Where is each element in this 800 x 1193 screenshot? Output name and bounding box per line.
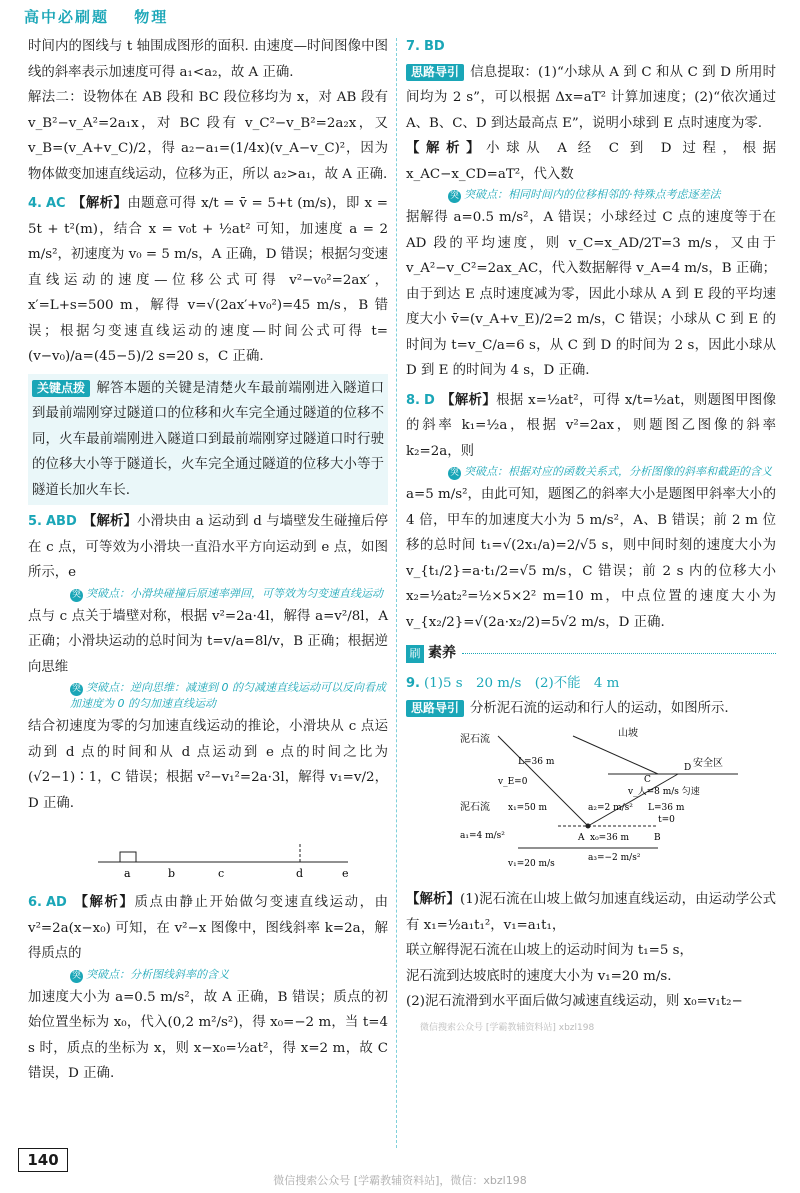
label-vperson: v_人=8 m/s 匀速 — [628, 786, 700, 797]
continued-text: 时间内的图线与 t 轴围成图形的面积. 由速度—时间图像中图线的斜率表示加速度可得 a₁<a₂，故 A 正确. — [28, 39, 388, 80]
q9-analysis — [406, 887, 776, 938]
q7-text-1: 小球从 A 经 C 到 D 过程，根据 x_AC−x_CD=aT²，代入数 — [406, 141, 777, 182]
track-figure — [28, 844, 388, 884]
q6-tag: 【解析】 — [72, 894, 135, 910]
question-4 — [28, 191, 388, 370]
q5-tag: 【解析】 — [82, 513, 138, 529]
point-d: d — [296, 867, 304, 880]
q7-guide-text: 信息提取：(1)“小球从 A 到 C 和从 C 到 D 所用时间均为 2 s”，可以根据 Δx=aT² 计算加速度；(2)“依次通过 A、B、C、D 到达最高点 E”，说明小球到 E 点时速度为零. — [406, 64, 776, 131]
q7-analysis — [406, 136, 776, 187]
label-x1: x₁=50 m — [508, 802, 548, 813]
key-point-text: 解答本题的关键是清楚火车最前端刚进入隧道口到最前端刚穿过隧道口的位移和火车完全通过隧道的位移不同，火车最前端刚进入隧道口到最前端刚穿过隧道口时行驶的位移大小等于隧道长，火车完全通过隧道的位移大小等于隧道长加火车长. — [32, 380, 384, 498]
right-column — [406, 34, 776, 1015]
question-9 — [406, 671, 776, 697]
left-column — [28, 34, 388, 1087]
q5-note-1: 突 突破点：小滑块碰撞后原速率弹回，可等效为匀变速直线运动 — [71, 586, 383, 600]
q5-note-2: 突 突破点：逆向思维：减速到 0 的匀减速直线运动可以反向看成加速度为 0 的匀加速直线运动 — [70, 681, 386, 710]
label-A: A — [578, 832, 585, 843]
breakthrough-icon: 突 — [449, 468, 459, 478]
q5-answer: ABD — [45, 514, 77, 529]
q9-text-2: 联立解得泥石流在山坡上的运动时间为 t₁=5 s， — [406, 943, 693, 958]
breakthrough-icon: 突 — [71, 684, 81, 694]
q6-text-2: 加速度大小为 a=0.5 m/s²，故 A 正确，B 错误；质点的初始位置坐标为 x₀，代入(0,2 m²/s²)，得 x₀=−2 m，当 t=4 s 时，质点的坐标为 x，则 x−x₀=½at²，得 x=2 m，故 C 错误，D 正确. — [28, 989, 388, 1081]
label-L1: L=36 m — [518, 756, 555, 767]
q9-tag: 【解析】 — [406, 891, 461, 907]
breakthrough-icon: 突 — [449, 191, 459, 201]
question-6 — [28, 890, 388, 967]
label-C: C — [644, 774, 651, 785]
q5-text-2: 点与 c 点关于墙壁对称，根据 v²=2a·4l，解得 a=v²/8l，A 正确；小滑块运动的总时间为 t=v/a=8l/v，B 正确；根据逆向思维 — [28, 608, 388, 675]
label-a2: a₂=2 m/s² — [588, 802, 633, 813]
label-a1: a₁=4 m/s² — [460, 830, 505, 841]
label-a3: a₃=−2 m/s² — [588, 852, 641, 863]
debris-flow-svg — [458, 726, 758, 876]
label-B: B — [654, 832, 661, 843]
question-7 — [406, 34, 776, 60]
slope-top — [573, 736, 658, 774]
q9-guide-text: 分析泥石流的运动和行人的运动，如图所示. — [470, 701, 729, 716]
q5-text-3: 结合初速度为零的匀加速直线运动的推论，小滑块从 c 点运动到 d 点的时间和从 d 点运动到 e 点的时间之比为(√2−1)∶1，C 错误；根据 v²−v₁²=2a·3l，解得 v₁=v/2，D 正确. — [28, 719, 388, 811]
column-divider — [396, 38, 397, 1148]
question-8 — [406, 388, 776, 465]
slider-block — [120, 852, 136, 862]
q9-text-3: 泥石流到达坡底时的速度大小为 v₁=20 m/s. — [406, 968, 672, 984]
q7-text-2: 据解得 a=0.5 m/s²，A 错误；小球经过 C 点的速度等于在 AD 段的平均速度，则 v_C=x_AD/2T=3 m/s，又由于 v_A²−v_C²=2ax_AC，代入数据解得 v_A=4 m/s，B 正确；由于到达 E 点时速度减为零，因此小球从 A 到 E 段的平均速度大小 v̄=(v_A+v_E)/2=2 m/s，C 错误；小球从 C 到 E 的时间为 t=v_C/a=6 s，从 C 到 D 的时间为 2 s，因此小球从 D 到 E 的时间为 4 s，D 正确. — [406, 210, 776, 378]
q9-number: 9. — [406, 675, 420, 691]
running-header — [24, 6, 384, 32]
q4-number: 4. — [28, 196, 42, 211]
label-v1: v₁=20 m/s — [508, 858, 555, 869]
section-icon: 刷 — [406, 645, 424, 663]
label-vE: v_E=0 — [498, 776, 528, 787]
q9-guide-badge: 思路导引 — [406, 700, 464, 717]
point-c: c — [218, 867, 225, 880]
q8-tag: 【解析】 — [440, 391, 497, 408]
q8-text-1: 根据 x=½at²，可得 x/t=½at，则题图甲图像的斜率 k₁=½a，根据 v²=2ax，则题图乙图像的斜率 k₂=2a，则 — [406, 392, 776, 459]
watermark: 微信搜索公众号 [学霸教辅资料站] xbzl198 — [420, 1023, 595, 1033]
book-title: 高中必刷题 — [24, 8, 110, 26]
q7-note-1: 突 突破点：相同时间内的位移相邻的·特殊点考虑逐差法 — [449, 188, 721, 201]
q8-number: 8. — [406, 392, 420, 408]
key-point-badge: 关键点拨 — [32, 380, 90, 397]
point-e: e — [342, 867, 349, 880]
label-x0: x₀=36 m — [590, 832, 630, 843]
q7-guide-badge: 思路导引 — [406, 64, 464, 81]
q9-answer: (1)5 s 20 m/s (2)不能 4 m — [423, 675, 620, 691]
q4-tag: 【解析】 — [71, 195, 128, 211]
q5-text-1: 小滑块由 a 运动到 d 与墙壁发生碰撞后停在 c 点，可等效为小滑块一直沿水平方向运动到 e 点，如图所示，e — [28, 514, 388, 580]
section-rule — [462, 653, 776, 654]
q8-text-2: a=5 m/s²，由此可知，题图乙的斜率大小是题图甲斜率大小的 4 倍，甲车的加速度大小为 5 m/s²，A、B 错误；前 2 m 位移的总时间 t₁=√(2x₁/a)=2/√5 s，则中间时刻的速度大小为 v_{t₁/2}=a·t₁/2=√5 m/s，C 错误；前 2 s 内的位移大小 x₂=½at₂²=½×5×2² m=10 m，中点位置的速度大小为 v_{x₂/2}=√(2a·x₂/2)=5√2 m/s，D 正确. — [406, 487, 776, 630]
footer-watermark: 微信搜索公众号 [学霸教辅资料站]，微信：xbzl198 — [273, 1174, 527, 1187]
q7-guide — [406, 60, 776, 137]
page-number: 140 — [18, 1148, 68, 1172]
section-header-literacy — [406, 641, 776, 667]
q6-text-1: 质点由静止开始做匀变速直线运动，由 v²=2a(x−x₀) 可知，在 v²−x 图像中，图线斜率 k=2a，解得质点的 — [28, 895, 389, 961]
q6-answer: AD — [45, 895, 67, 910]
q7-number: 7. — [406, 39, 420, 54]
breakthrough-icon: 突 — [71, 970, 81, 981]
key-point-box — [28, 374, 388, 506]
q6-number: 6. — [28, 895, 42, 910]
q4-text: 由题意可得 x/t = v̄ = 5+t (m/s)，即 x = 5t + t²(m)，结合 x = v₀t + ½at² 可知，加速度 a = 2 m/s²，初速度为 v₀ = 5 m/s，A 正确，D 错误；根据匀变速直线运动的速度—位移公式可得 v²−v₀²=2ax′，x′=L+s=500 m，解得 v=√(2ax′+v₀²)=45 m/s，B 错误；根据匀变速直线运动的速度—时间公式可得 t=(v−v₀)/a=(45−5)/2 s=20 s，C 正确. — [28, 196, 388, 364]
point-a: a — [124, 867, 131, 880]
label-t0: t=0 — [658, 814, 675, 825]
q7-answer: BD — [423, 39, 445, 54]
point-A-dot — [586, 823, 591, 828]
q8-answer: D — [423, 392, 435, 408]
label-safe: 安全区 — [693, 757, 723, 769]
point-b: b — [168, 867, 176, 880]
question-5 — [28, 509, 388, 586]
method-two: 解法二：设物体在 AB 段和 BC 段位移均为 x，对 AB 段有 v_B²−v_A²=2a₁x，对 BC 段有 v_C²−v_B²=2a₂x，又 v_B=(v_A+v_C)/2，得 a₂−a₁=(1/4x)(v_A−v_C)²，因为物体做变加速直线运动，位移为正，所以 a₂>a₁，故 A 正确. — [28, 90, 388, 182]
q4-answer: AC — [45, 196, 66, 211]
q8-note-1: 突 突破点：根据对应的函数关系式，分析图像的斜率和截距的含义 — [449, 465, 772, 478]
label-D: D — [684, 762, 692, 773]
debris-flow-diagram — [458, 726, 776, 886]
track-diagram — [98, 844, 358, 884]
q9-guide — [406, 696, 776, 722]
label-debris-2: 泥石流 — [460, 801, 490, 813]
q5-number: 5. — [28, 514, 42, 529]
subject-title: 物理 — [134, 8, 169, 26]
label-L2: L=36 m — [648, 802, 685, 813]
label-slope: 山坡 — [618, 727, 638, 739]
section-title: 素养 — [428, 645, 456, 661]
q9-text-1: (1)泥石流在山坡上做匀加速直线运动，由运动学公式有 x₁=½a₁t₁²，v₁=a₁t₁， — [406, 892, 777, 933]
q7-tag: 【解析】 — [406, 140, 487, 156]
label-debris: 泥石流 — [460, 733, 490, 745]
q9-text-4: (2)泥石流滑到水平面后做匀减速直线运动，则 x₀=v₁t₂− — [406, 994, 743, 1009]
breakthrough-icon: 突 — [71, 589, 81, 600]
q6-note-1: 突 突破点：分析图线斜率的含义 — [71, 967, 229, 981]
